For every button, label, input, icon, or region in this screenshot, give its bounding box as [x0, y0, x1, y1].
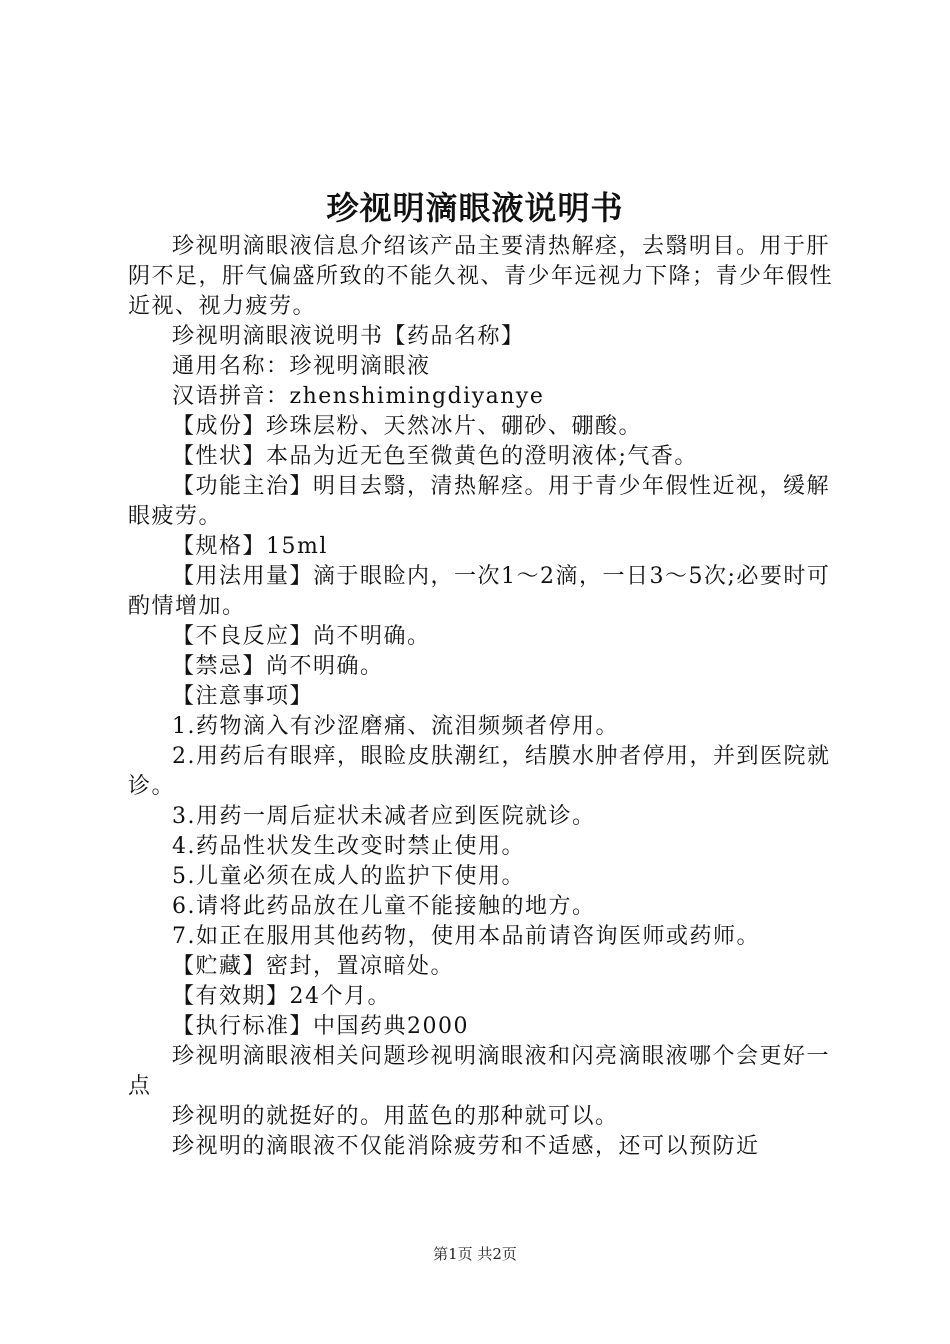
paragraph-precaution-4: 4.药品性状发生改变时禁止使用。 [172, 834, 525, 859]
paragraph-ingredients: 【成份】珍珠层粉、天然冰片、硼砂、硼酸。 [172, 414, 643, 439]
paragraph-precaution-7: 7.如正在服用其他药物，使用本品前请咨询医师或药师。 [172, 924, 760, 949]
paragraph-precaution-6: 6.请将此药品放在儿童不能接触的地方。 [172, 894, 596, 919]
paragraph-intro: 珍视明滴眼液信息介绍该产品主要清热解痉，去翳明目。用于肝阴不足，肝气偏盛所致的不能久视、青少年远视力下降；青少年假性近视、视力疲劳。 [128, 234, 834, 319]
paragraph-related-question: 珍视明滴眼液相关问题珍视明滴眼液和闪亮滴眼液哪个会更好一点 [128, 1044, 831, 1099]
document-title: 珍视明滴眼液说明书 [326, 189, 624, 227]
paragraph-indications: 【功能主治】明目去翳，清热解痉。用于青少年假性近视，缓解眼疲劳。 [128, 474, 831, 529]
paragraph-standard: 【执行标准】中国药典2000 [172, 1014, 469, 1039]
paragraph-generic-name: 通用名称：珍视明滴眼液 [172, 354, 431, 379]
paragraph-answer: 珍视明的就挺好的。用蓝色的那种就可以。 [172, 1104, 619, 1129]
paragraph-contraindications: 【禁忌】尚不明确。 [172, 654, 384, 679]
page-number-footer: 第1页 共2页 [433, 1245, 517, 1263]
paragraph-precaution-2: 2.用药后有眼痒，眼睑皮肤潮红，结膜水肿者停用，并到医院就诊。 [128, 744, 831, 799]
paragraph-precaution-1: 1.药物滴入有沙涩磨痛、流泪频频者停用。 [172, 714, 619, 739]
paragraph-precaution-3: 3.用药一周后症状未减者应到医院就诊。 [172, 804, 596, 829]
paragraph-dosage: 【用法用量】滴于眼睑内，一次1～2滴，一日3～5次;必要时可酌情增加。 [128, 564, 831, 619]
paragraph-precaution-5: 5.儿童必须在成人的监护下使用。 [172, 864, 525, 889]
paragraph-specification: 【规格】15ml [172, 534, 328, 559]
paragraph-drug-name-heading: 珍视明滴眼液说明书【药品名称】 [172, 324, 525, 349]
paragraph-expiry: 【有效期】24个月。 [172, 984, 391, 1009]
paragraph-continuation: 珍视明的滴眼液不仅能消除疲劳和不适感，还可以预防近 [172, 1134, 760, 1159]
paragraph-pinyin: 汉语拼音：zhenshimingdiyanye [172, 384, 545, 409]
document-body [128, 232, 840, 1162]
paragraph-precautions-heading: 【注意事项】 [172, 684, 314, 709]
paragraph-storage: 【贮藏】密封，置凉暗处。 [172, 954, 455, 979]
paragraph-adverse-reactions: 【不良反应】尚不明确。 [172, 624, 431, 649]
paragraph-appearance: 【性状】本品为近无色至微黄色的澄明液体;气香。 [172, 444, 698, 469]
